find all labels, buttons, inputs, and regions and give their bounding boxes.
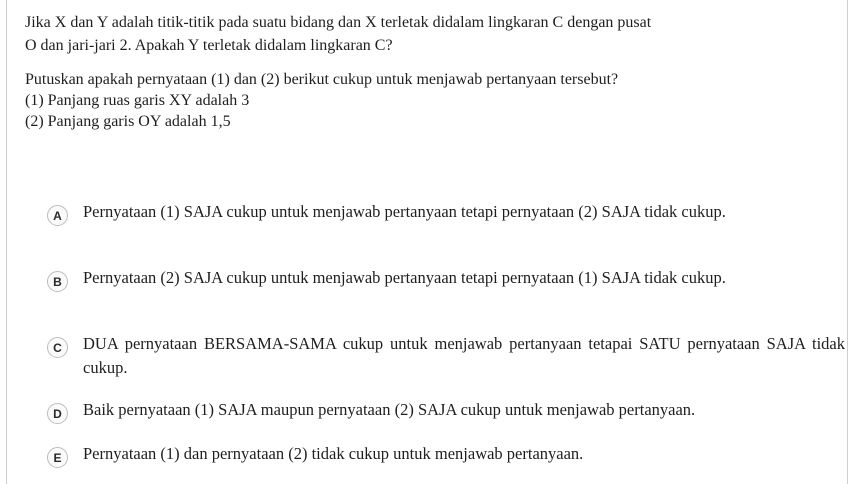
question-prompt: Putuskan apakah pernyataan (1) dan (2) berikut cukup untuk menjawab pertanyaan tersebut? — [25, 71, 619, 88]
option-c-badge[interactable]: C — [47, 337, 68, 358]
option-a-badge[interactable]: A — [47, 205, 68, 226]
question-block — [25, 11, 841, 132]
question-text-line2: O dan jari-jari 2. Apakah Y terletak didalam lingkaran C? — [25, 37, 393, 54]
option-b-badge[interactable]: B — [47, 271, 68, 292]
question-card — [6, 0, 848, 484]
option-d-text: Baik pernyataan (1) SAJA maupun pernyataan (2) SAJA cukup untuk menjawab pertanyaan. — [83, 400, 696, 419]
option-c-text: DUA pernyataan BERSAMA-SAMA cukup untuk menjawab pertanyaan tetapai SATU pernyataan SAJA tidak cukup. — [83, 334, 845, 377]
option-e-badge[interactable]: E — [47, 447, 68, 468]
statement-2: (2) Panjang garis OY adalah 1,5 — [25, 113, 231, 130]
spacer — [25, 57, 841, 69]
statement-1: (1) Panjang ruas garis XY adalah 3 — [25, 92, 250, 109]
option-b-text: Pernyataan (2) SAJA cukup untuk menjawab pertanyaan tetapi pernyataan (1) SAJA tidak cukup. — [83, 268, 726, 287]
option-d-badge[interactable]: D — [47, 403, 68, 424]
option-e-text: Pernyataan (1) dan pernyataan (2) tidak cukup untuk menjawab pertanyaan. — [83, 444, 584, 463]
question-text-line1: Jika X dan Y adalah titik-titik pada suatu bidang dan X terletak didalam lingkaran C dengan pusat — [25, 14, 652, 31]
option-a-text: Pernyataan (1) SAJA cukup untuk menjawab pertanyaan tetapi pernyataan (2) SAJA tidak cukup. — [83, 202, 726, 221]
